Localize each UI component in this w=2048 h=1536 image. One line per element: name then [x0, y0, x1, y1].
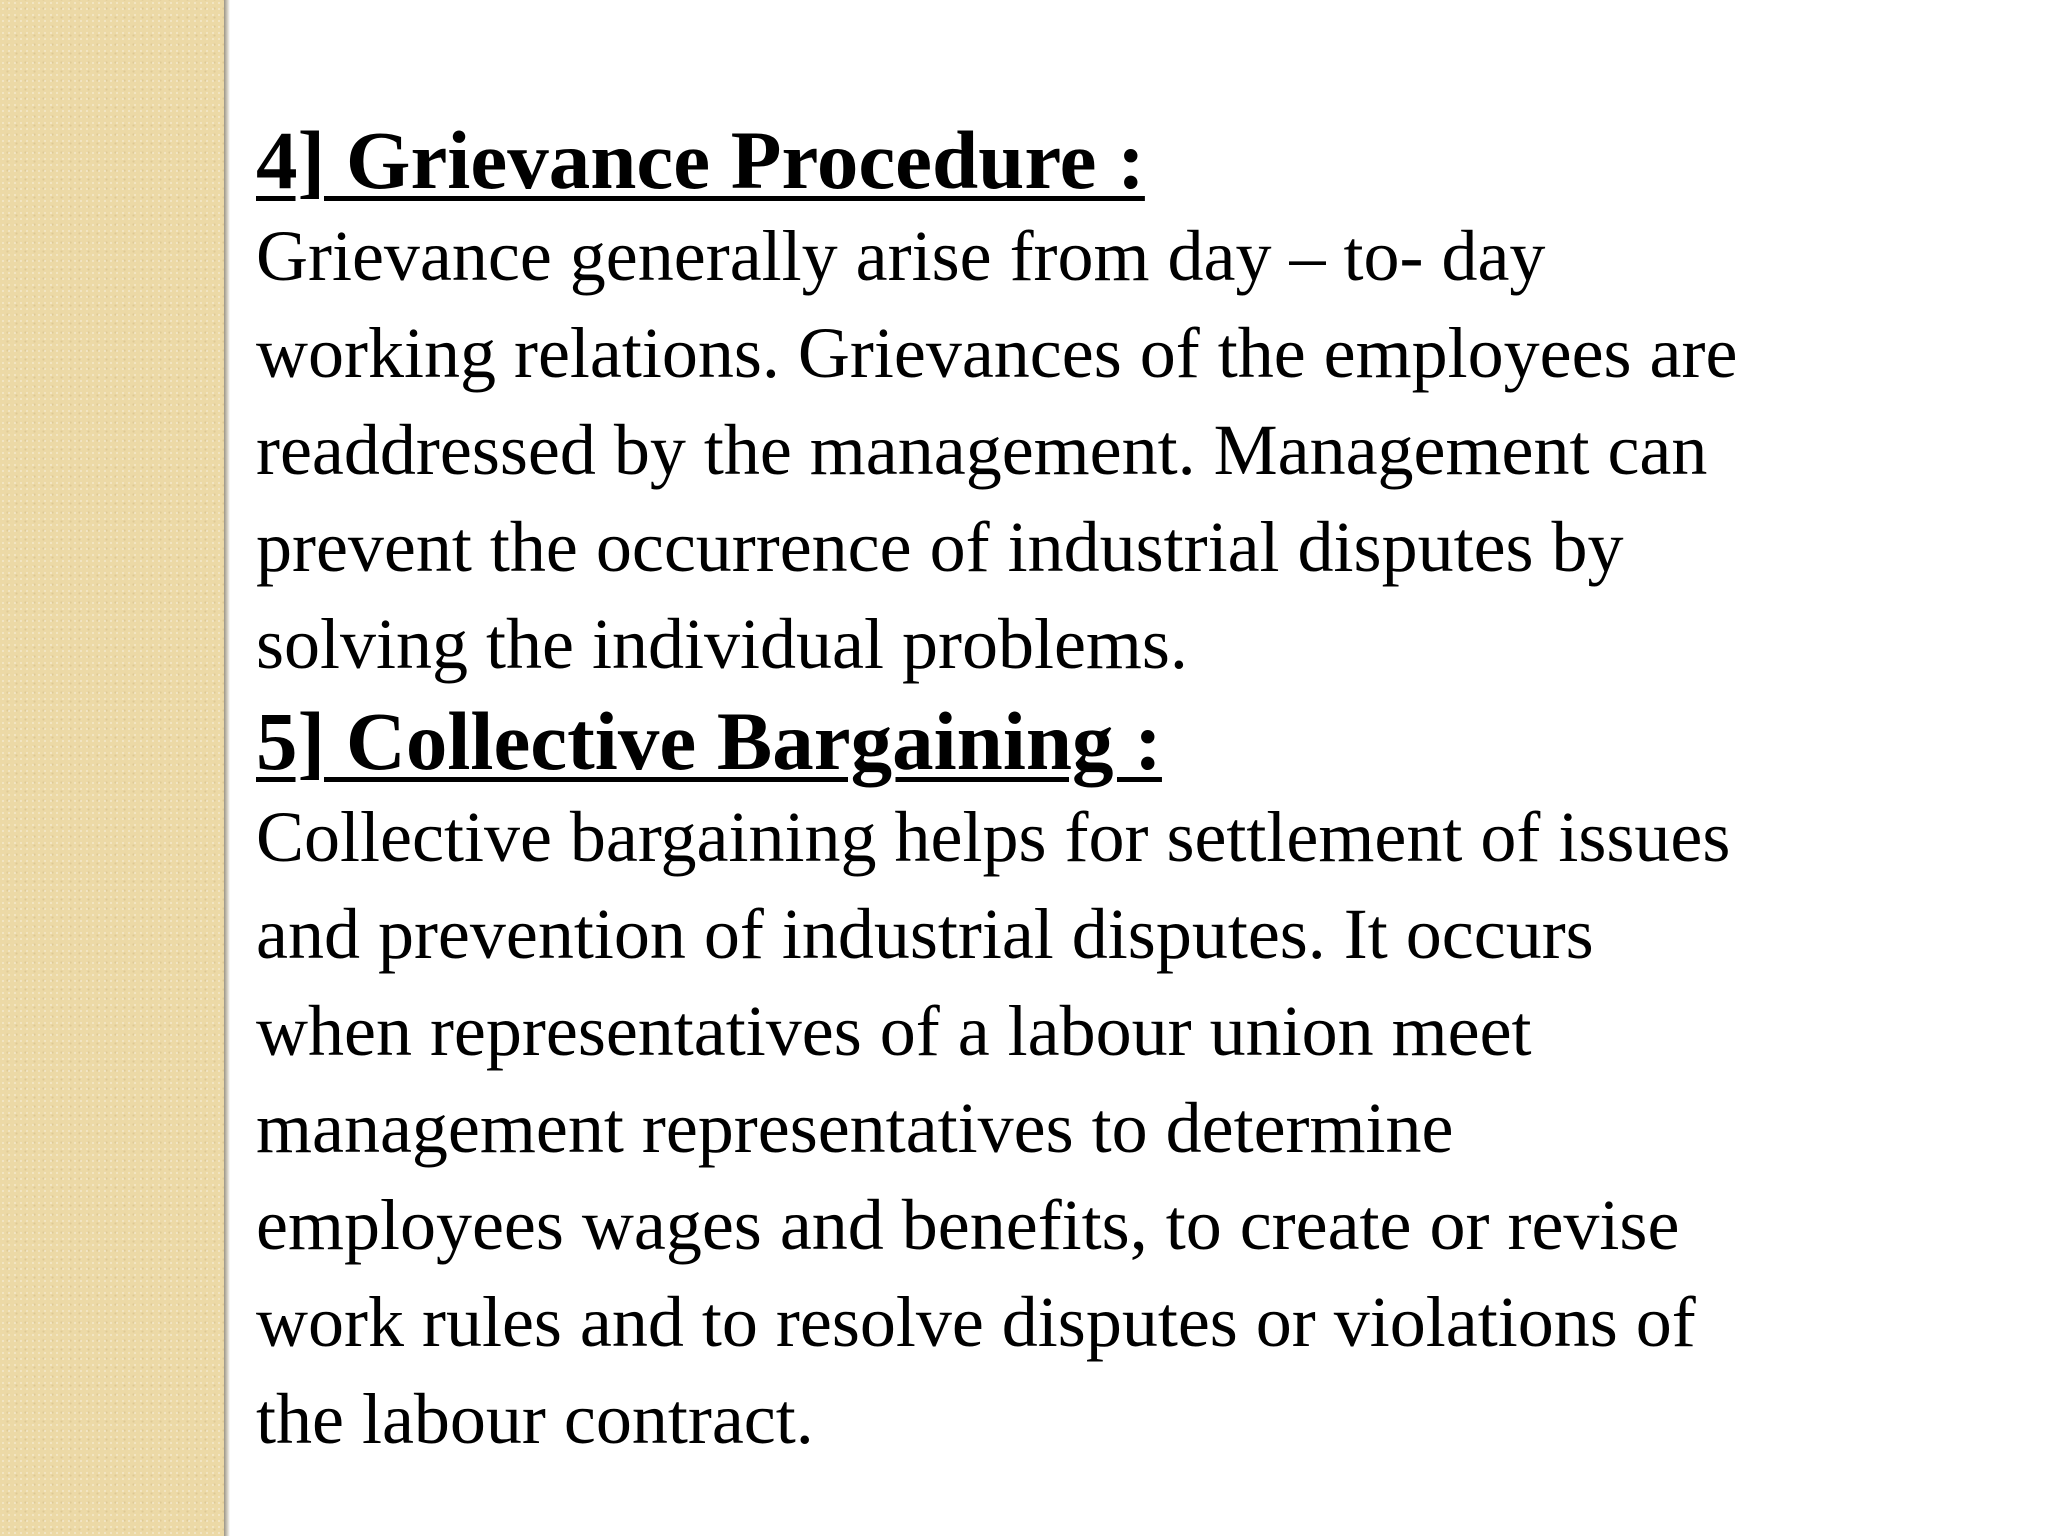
- text-line: the labour contract.: [256, 1379, 814, 1459]
- text-line: solving the individual problems.: [256, 604, 1188, 684]
- text-line: management representatives to determine: [256, 1088, 1454, 1168]
- text-line: work rules and to resolve disputes or violations of: [256, 1282, 1696, 1362]
- decorative-side-band: [0, 0, 224, 1536]
- side-band-edge: [224, 0, 230, 1536]
- section-collective-bargaining: [256, 693, 1976, 1468]
- heading-grievance-procedure: 4] Grievance Procedure :: [256, 114, 1145, 206]
- text-line: working relations. Grievances of the employees are: [256, 313, 1738, 393]
- text-line: employees wages and benefits, to create or revise: [256, 1185, 1680, 1265]
- text-line: prevent the occurrence of industrial disputes by: [256, 507, 1624, 587]
- section-grievance-procedure: [256, 112, 1976, 693]
- paragraph-grievance-procedure: [256, 208, 1976, 693]
- text-line: Collective bargaining helps for settlement of issues: [256, 797, 1731, 877]
- heading-collective-bargaining: 5] Collective Bargaining :: [256, 695, 1162, 787]
- slide-content: [256, 112, 1976, 1468]
- text-line: readdressed by the management. Management can: [256, 410, 1708, 490]
- paragraph-collective-bargaining: [256, 789, 1976, 1468]
- text-line: Grievance generally arise from day – to- day: [256, 216, 1546, 296]
- text-line: when representatives of a labour union meet: [256, 991, 1532, 1071]
- text-line: and prevention of industrial disputes. It occurs: [256, 894, 1594, 974]
